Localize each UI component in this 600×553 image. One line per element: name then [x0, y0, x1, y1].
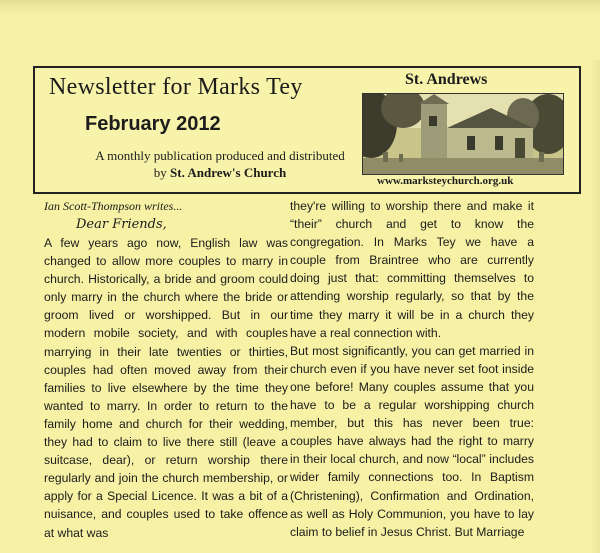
page-edge-shadow	[0, 0, 600, 14]
tagline-text: A monthly publication produced and distributed by	[95, 148, 345, 180]
article-paragraph: they're willing to worship there and make it “their” church and get to know the congregation. In Marks Tey we have a couple from Braintree who are currently doing just that: committing themselves to attending worship regularly, so that by the time they marry it will be in a church they have a real connection with.	[290, 199, 534, 340]
page-edge-shadow	[590, 60, 600, 553]
masthead-tagline	[95, 147, 345, 181]
article-paragraph: But most significantly, you can get married in church even if you have never set foot inside one before! Many couples assume that you have to be a regular worshipping church member, but this has never been true: couples have always had the right to marry in their local church, and now “local” includes wider family connections too. In Baptism (Christening), Confirmation and Ordination, as well as Holy Communion, you have to lay claim to belief in Jesus Christ. But Marriage	[290, 343, 534, 539]
church-photo-caption: St. Andrews	[405, 71, 488, 88]
church-photo	[362, 93, 564, 175]
article-paragraph: A few years ago now, English law was changed to allow more couples to marry in church. Historically, a bride and groom could only marry in the church where the bride or groom lived or worshipped. But in our modern mobile society, and with couples marrying in their late twenties or thirties, couples had often moved away from their families to live elsewhere by the time they wanted to marry. In order to return to the family home and church for their wedding, they had to claim to live there still (leave a suitcase, dear), or return worship there regularly and join the church membership, or apply for a Special Licence. It was a bit of a nuisance, and couples used to take offence at what was	[44, 236, 288, 540]
article-column-right	[290, 197, 534, 541]
church-website: www.marksteychurch.org.uk	[377, 175, 514, 187]
newsletter-title: Newsletter for Marks Tey	[49, 74, 303, 100]
article-salutation: Dear Friends,	[76, 217, 167, 232]
article-column-left	[44, 197, 288, 542]
issue-date: February 2012	[85, 113, 221, 135]
article-author: Ian Scott-Thompson writes...	[44, 199, 183, 213]
church-building-image	[363, 94, 563, 174]
newsletter-masthead	[33, 66, 581, 194]
tagline-church-name: St. Andrew's Church	[170, 165, 287, 180]
